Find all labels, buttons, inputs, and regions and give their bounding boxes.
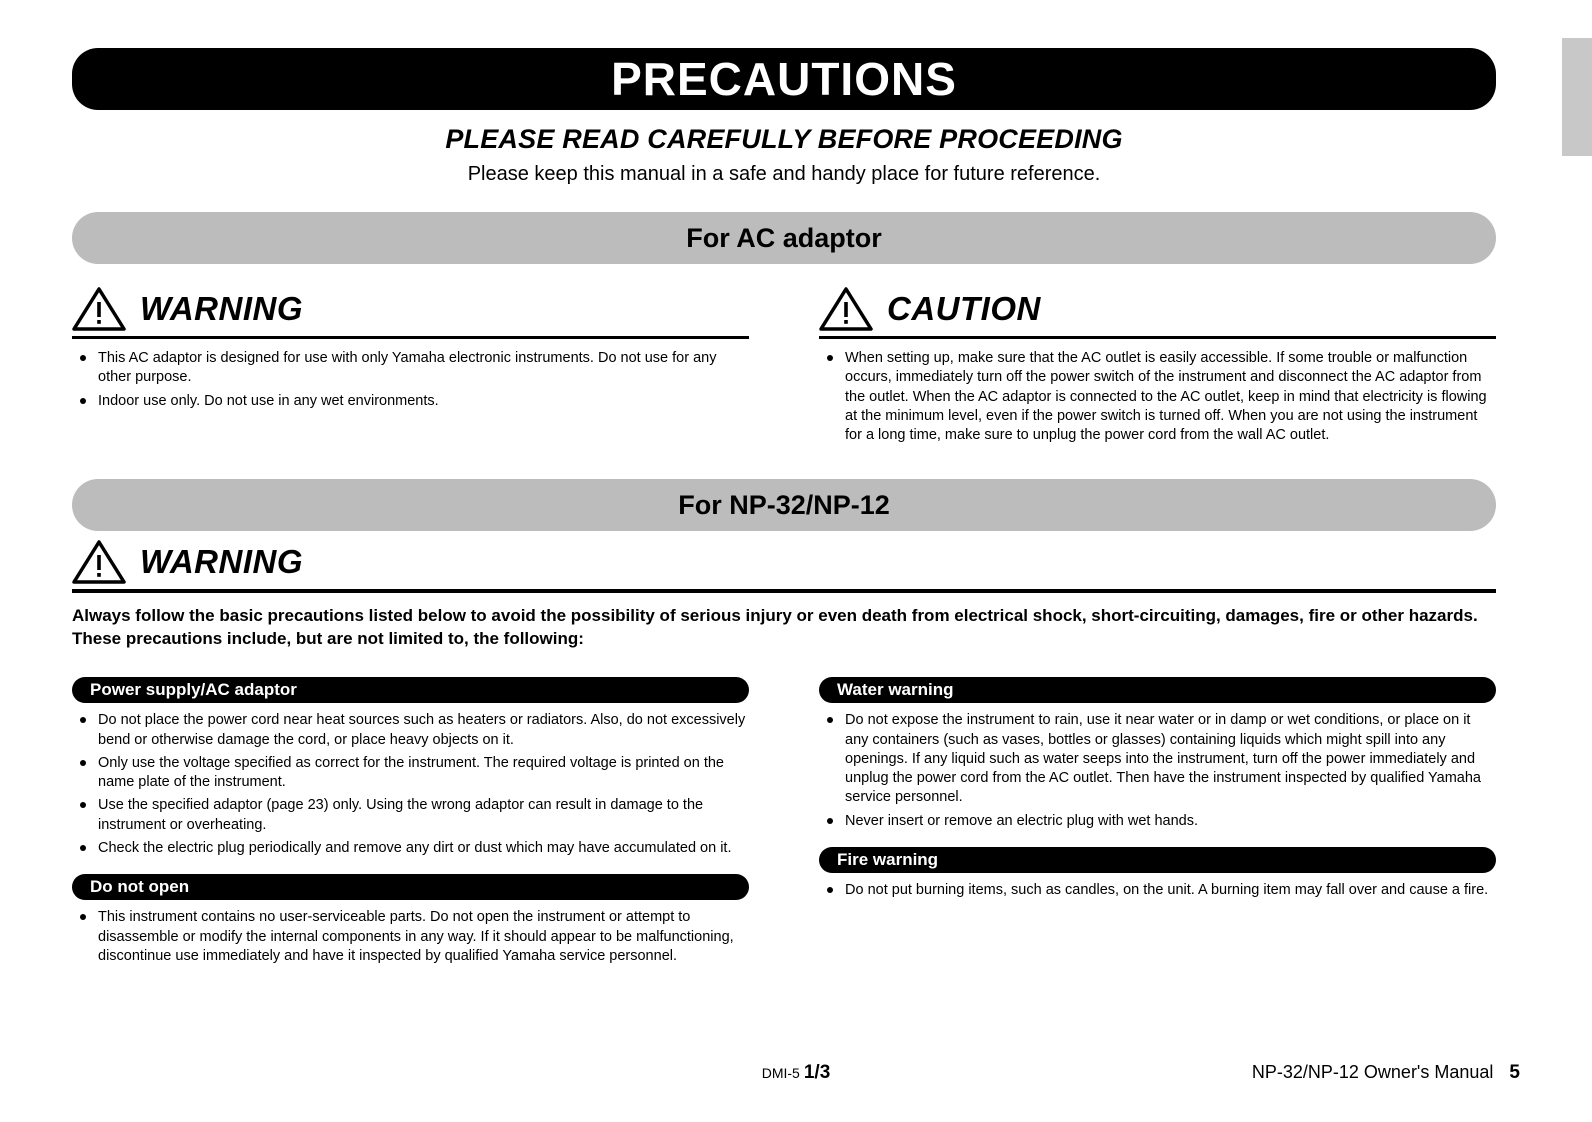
footer-sheet: 1/3 — [803, 1062, 831, 1083]
block-power-supply — [72, 677, 749, 858]
list-item: Do not put burning items, such as candles, on the unit. A burning item may fall over and cause a fire. — [819, 881, 1496, 900]
page-content — [72, 0, 1496, 970]
warning-triangle-icon — [72, 286, 126, 332]
block-do-not-open — [72, 874, 749, 966]
warning-heading-ac — [72, 278, 749, 332]
np-right-column — [819, 677, 1496, 970]
caution-rule-ac — [819, 336, 1496, 339]
np-section — [72, 479, 1496, 970]
page-title-bar — [72, 48, 1496, 110]
footer-page-number: 5 — [1509, 1062, 1520, 1083]
page-subtitle-bold: PLEASE READ CAREFULLY BEFORE PROCEEDING — [445, 124, 1123, 154]
section-header-np — [72, 479, 1496, 531]
list-item: Check the electric plug periodically and remove any dirt or dust which may have accumulated on it. — [72, 839, 749, 858]
np-columns — [72, 677, 1496, 970]
list-item: Never insert or remove an electric plug with wet hands. — [819, 812, 1496, 831]
np-left-column — [72, 677, 749, 970]
block-fire-warning — [819, 847, 1496, 900]
subhead-power-supply: Power supply/AC adaptor — [72, 677, 749, 703]
page-subtitle-note: Please keep this manual in a safe and handy place for future reference. — [467, 163, 1101, 185]
caution-triangle-icon — [819, 286, 873, 332]
footer-doc-code: DMI-5 — [761, 1065, 800, 1081]
list-item: Indoor use only. Do not use in any wet environments. — [72, 392, 749, 411]
footer-center — [72, 1062, 1520, 1084]
section-title-ac-adaptor: For AC adaptor — [686, 222, 882, 253]
power-supply-list — [72, 711, 749, 858]
subhead-water-warning: Water warning — [819, 677, 1496, 703]
list-item: Use the specified adaptor (page 23) only. Using the wrong adaptor can result in damage to the instrument or overheating. — [72, 796, 749, 835]
ac-warning-column — [72, 278, 749, 449]
section-header-ac-adaptor — [72, 212, 1496, 264]
do-not-open-list — [72, 908, 749, 966]
warning-rule-ac — [72, 336, 749, 339]
warning-list-ac — [72, 349, 749, 411]
subhead-fire-warning: Fire warning — [819, 847, 1496, 873]
section-title-np: For NP-32/NP-12 — [678, 489, 890, 520]
warning-label-np: WARNING — [140, 543, 303, 581]
footer-manual-name: NP-32/NP-12 Owner's Manual — [1251, 1062, 1494, 1082]
warning-label-ac: WARNING — [140, 290, 303, 327]
page-footer — [72, 1062, 1520, 1084]
page-title: PRECAUTIONS — [611, 53, 957, 105]
list-item: Do not place the power cord near heat sources such as heaters or radiators. Also, do not excessively bend or otherwise damage the cord, or place heavy objects on it. — [72, 711, 749, 750]
caution-list-ac — [819, 349, 1496, 445]
warning-triangle-icon — [72, 539, 126, 585]
caution-label-ac: CAUTION — [887, 290, 1041, 327]
warning-lead-text: Always follow the basic precautions listed below to avoid the possibility of serious injury or even death from electrical shock, short-circuiting, damages, fire or other hazards. These precautions include, but are not limited to, the following: — [72, 606, 1478, 649]
list-item: This instrument contains no user-serviceable parts. Do not open the instrument or attempt to disassemble or modify the internal components in any way. If it should appear to be malfunctioning, discontinue use immediately and have it inspected by qualified Yamaha service personnel. — [72, 908, 749, 966]
subhead-do-not-open: Do not open — [72, 874, 749, 900]
list-item: Only use the voltage specified as correct for the instrument. The required voltage is printed on the name plate of the instrument. — [72, 754, 749, 793]
warning-heading-np — [72, 531, 1496, 585]
warning-rule-np — [72, 589, 1496, 593]
list-item: When setting up, make sure that the AC outlet is easily accessible. If some trouble or malfunction occurs, immediately turn off the power switch of the instrument and disconnect the AC adaptor from the outlet. When the AC adaptor is connected to the AC outlet, keep in mind that electricity is flowing at the minimum level, even if the power switch is turned off. When you are not using the instrument for a long time, make sure to unplug the power cord from the wall AC outlet. — [819, 349, 1496, 445]
water-warning-list — [819, 711, 1496, 831]
page-edge-tab — [1562, 38, 1592, 156]
fire-warning-list — [819, 881, 1496, 900]
block-water-warning — [819, 677, 1496, 831]
caution-heading-ac — [819, 278, 1496, 332]
ac-caution-column — [819, 278, 1496, 449]
list-item: Do not expose the instrument to rain, use it near water or in damp or wet conditions, or place on it any containers (such as vases, bottles or glasses) containing liquids which might spill into any openings. If any liquid such as water seeps into the instrument, turn off the power immediately and unplug the power cord from the AC outlet. Then have the instrument inspected by qualified Yamaha service personnel. — [819, 711, 1496, 807]
ac-adaptor-columns — [72, 278, 1496, 449]
list-item: This AC adaptor is designed for use with only Yamaha electronic instruments. Do not use for any other purpose. — [72, 349, 749, 388]
